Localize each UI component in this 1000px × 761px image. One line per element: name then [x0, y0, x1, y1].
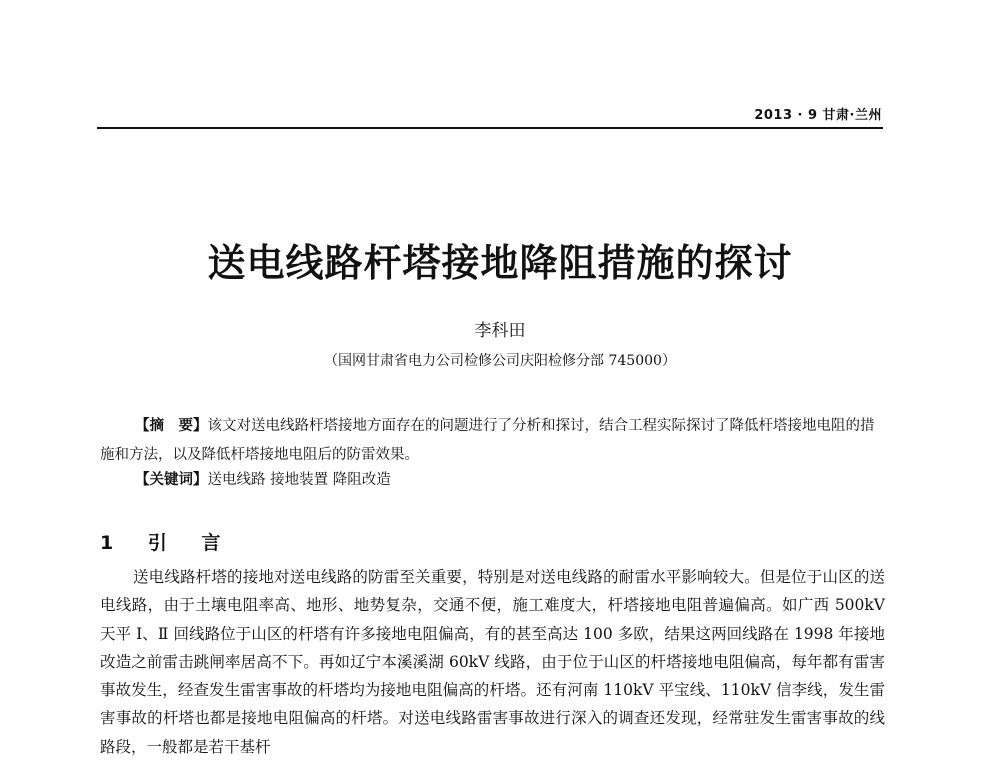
- abstract-label: 【摘 要】: [135, 418, 208, 434]
- body-paragraph: 送电线路杆塔的接地对送电线路的防雷至关重要，特别是对送电线路的耐雷水平影响较大。但是位于山区的送电线路，由于土壤电阻率高、地形、地势复杂，交通不便，施工难度大，杆塔接地电阻普遍偏高。如广西 500kV 天平 Ⅰ、Ⅱ 回线路位于山区的杆塔有许多接地电阻偏高，有的甚至高达 100 多欧，结果这两回线路在 1998 年接地改造之前雷击跳闸率居高不下。再如辽宁本溪溪湖 60kV 线路，由于位于山区的杆塔接地电阻偏高，每年都有雷害事故发生，经查发生雷害事故的杆塔均为接地电阻偏高的杆塔。还有河南 110kV 平宝线、110kV 信李线，发生雷害事故的杆塔也都是接地电阻偏高的杆塔。对送电线路雷害事故进行深入的调查还发现，经常驻发生雷害事故的线路段，一般都是若干基杆: [100, 568, 885, 756]
- section-heading-introduction: 1 引 言: [100, 532, 235, 554]
- article-title: 送电线路杆塔接地降阻措施的探讨: [207, 240, 793, 285]
- keywords: [135, 468, 391, 489]
- abstract: [100, 412, 885, 470]
- journal-issue-header: 2013 · 9 甘肃·兰州: [754, 108, 882, 123]
- keywords-text: 送电线路 接地装置 降阻改造: [207, 472, 391, 488]
- keywords-label: 【关键词】: [135, 472, 208, 488]
- header-divider: [97, 127, 883, 129]
- article-author: 李科田: [474, 321, 526, 341]
- abstract-text: 该文对送电线路杆塔接地方面存在的问题进行了分析和探讨，结合工程实际探讨了降低杆塔接地电阻的措施和方法，以及降低杆塔接地电阻后的防雷效果。: [100, 418, 875, 463]
- author-affiliation: （国网甘肃省电力公司检修公司庆阳检修分部 745000）: [324, 353, 676, 369]
